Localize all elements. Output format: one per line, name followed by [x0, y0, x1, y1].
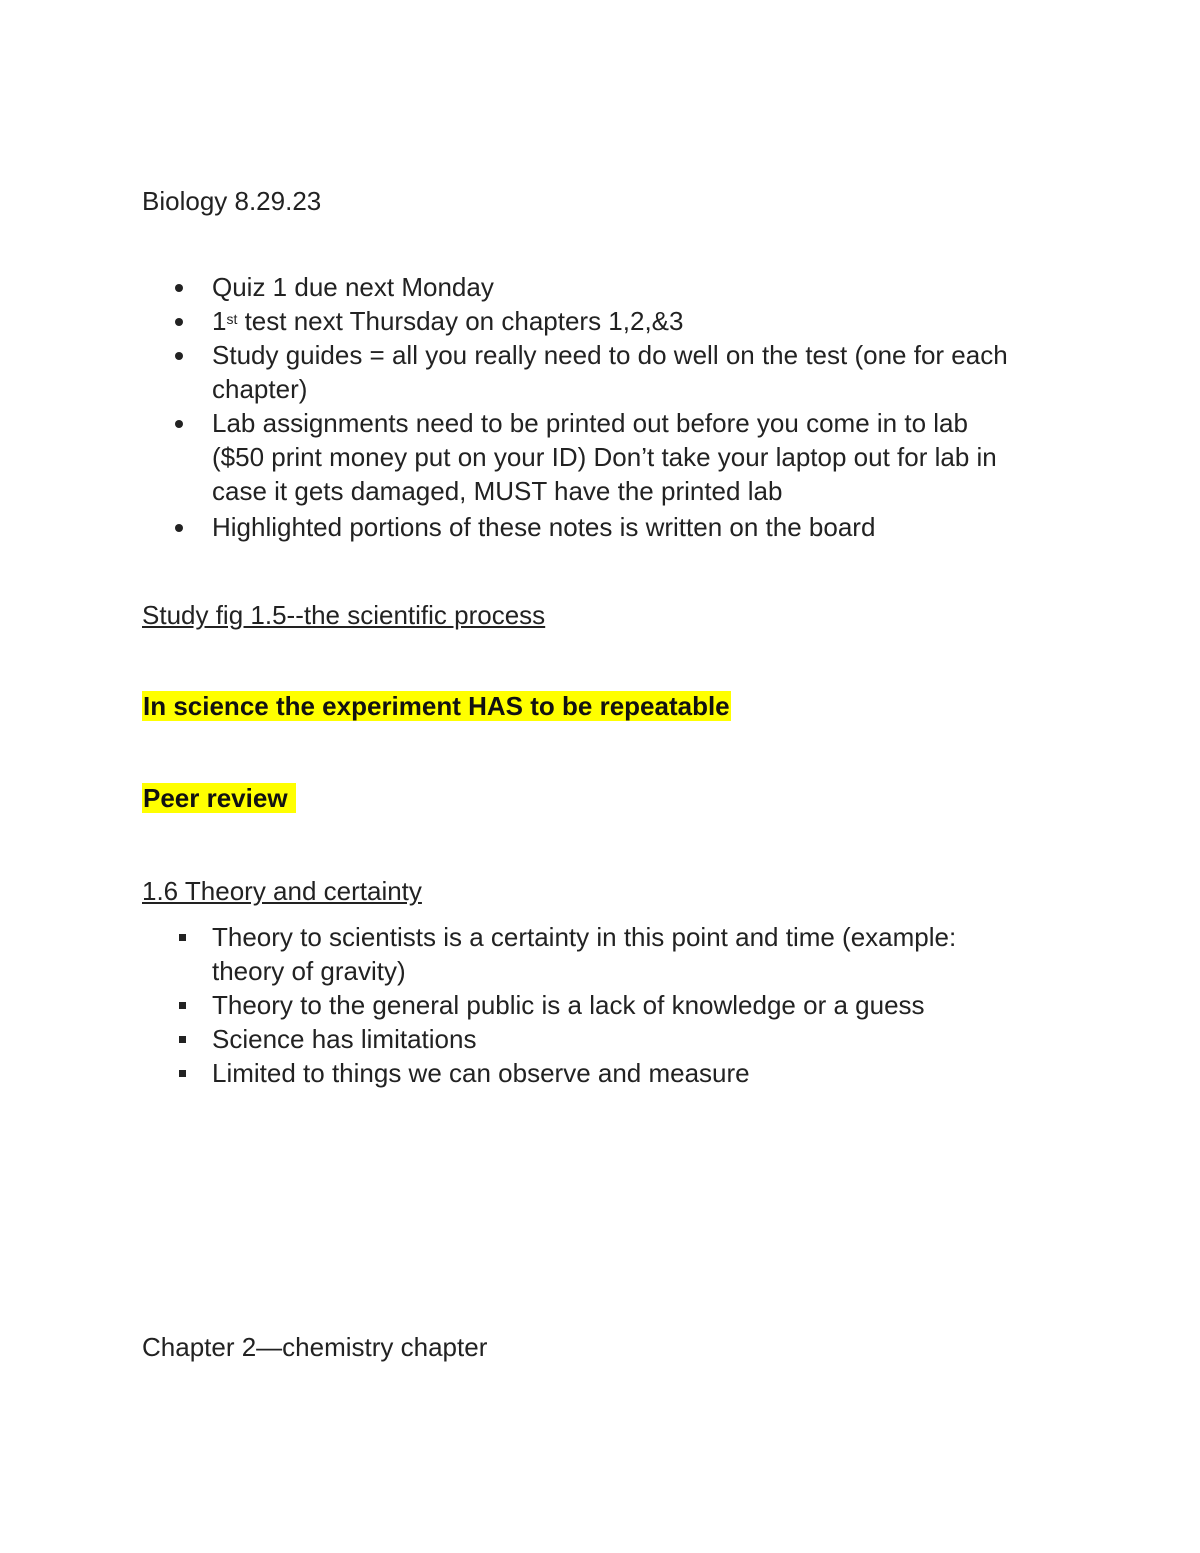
theory-heading: 1.6 Theory and certainty	[142, 876, 422, 906]
highlighted-text: Peer review	[143, 783, 295, 813]
square-bullet-icon	[179, 1002, 186, 1009]
list-item: Lab assignments need to be printed out before you come in to lab ($50 print money put on your ID) Don’t take your laptop out for lab in case it gets damaged, MUST have the printed lab	[142, 406, 1082, 508]
bullet-dot-icon	[175, 318, 183, 326]
square-bullet-icon	[179, 1036, 186, 1043]
list-item: Highlighted portions of these notes is written on the board	[142, 510, 1082, 544]
highlight-repeatable	[142, 691, 731, 722]
document-title: Biology 8.29.23	[142, 186, 322, 216]
list-item: Theory to scientists is a certainty in this point and time (example: theory of gravity)	[142, 920, 1082, 988]
bullet-dot-icon	[175, 420, 183, 428]
list-item: Science has limitations	[142, 1022, 1082, 1056]
list-item: Theory to the general public is a lack of knowledge or a guess	[142, 988, 1082, 1022]
list-item: 1st test next Thursday on chapters 1,2,&3	[142, 304, 1082, 338]
list-item: Quiz 1 due next Monday	[142, 270, 1082, 304]
bullet-dot-icon	[175, 524, 183, 532]
bullet-dot-icon	[175, 284, 183, 292]
highlight-peer-review	[142, 783, 296, 814]
list-item: Limited to things we can observe and measure	[142, 1056, 1082, 1090]
highlighted-text: In science the experiment HAS to be repeatable	[143, 691, 730, 721]
bullet-dot-icon	[175, 352, 183, 360]
chapter-heading: Chapter 2—chemistry chapter	[142, 1332, 488, 1362]
notes-bullet-list	[142, 270, 1082, 544]
theory-bullet-list	[142, 920, 1082, 1090]
list-item: Study guides = all you really need to do well on the test (one for each chapter)	[142, 338, 1082, 406]
square-bullet-icon	[179, 1070, 186, 1077]
square-bullet-icon	[179, 934, 186, 941]
study-fig-heading: Study fig 1.5--the scientific process	[142, 600, 546, 630]
